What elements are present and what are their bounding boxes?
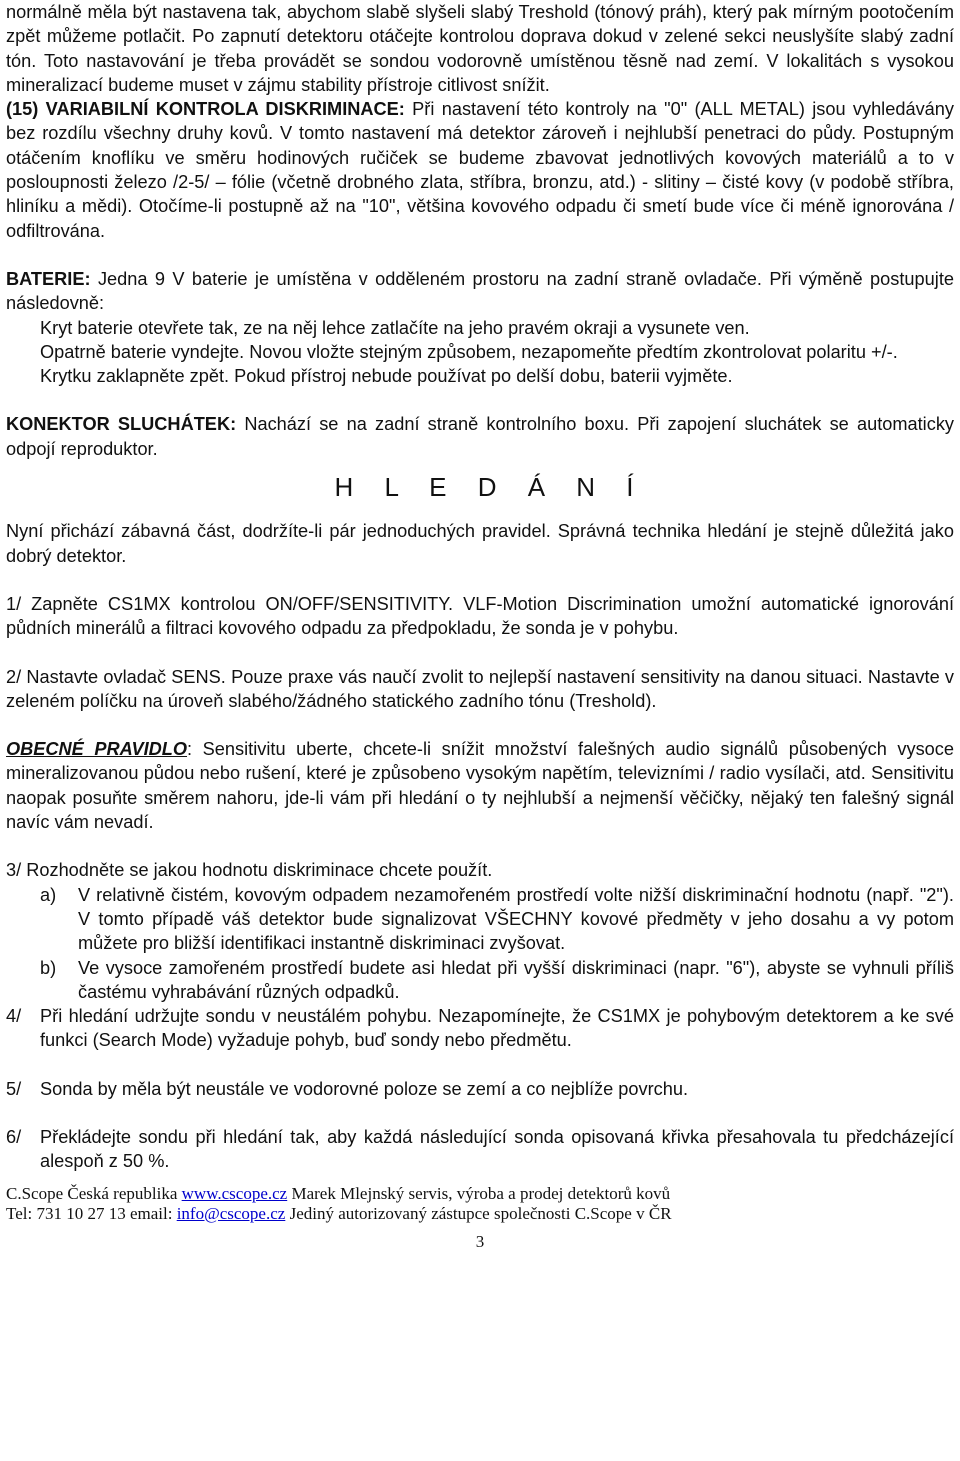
- headphones-label: KONEKTOR SLUCHÁTEK:: [6, 414, 237, 435]
- footer-line-2: [6, 1204, 954, 1224]
- list-marker: 6/: [6, 1126, 22, 1147]
- search-step-5-text: Sonda by měla být neustále ve vodorovné poloze se zemí a co nejblíže povrchu.: [40, 1078, 689, 1099]
- discrimination-text: Při nastavení této kontroly na "0" (ALL METAL) jsou vyhledávány bez rozdílu všechny druhy kovů. V tomto nastavení má detektor zároveň i nejhlubší penetraci do půdy. Postupným otáčením knoflíku ve směru hodinových ručiček se budeme zbavovat jednotlivých kovových materiálů a to v posloupnosti železo /2-5/ – fólie (včetně drobného zlata, stříbra, bronzu, atd.) - slitiny – čisté kovy (v podobě stříbra, hliníku a mědi). Otočíme-li postupně až na "10", většina kovového odpadu či smetí bude více či méně ignorována / odfiltrována.: [6, 99, 954, 241]
- search-step-3a-text: V relativně čistém, kovovým odpadem nezamořeném prostředí volte nižší diskriminační hodnotu (např. "2"). V tomto případě váš detektor bude signalizovat VŠECHNY kovové předměty v jeho dosahu a vy potom můžete pro bližší identifikaci instantně diskriminaci zvyšovat.: [78, 884, 954, 954]
- list-marker: b): [40, 957, 57, 978]
- battery-text: Jedna 9 V baterie je umístěna v odděleném prostoru na zadní straně ovladače. Při výměně postupujte následovně:: [6, 268, 954, 314]
- search-step-3: 3/ Rozhodněte se jakou hodnotu diskriminace chcete použít.: [6, 860, 493, 881]
- search-step-6-text: Překládejte sondu při hledání tak, aby každá následující sonda opisovaná křivka přesahovala tu předcházející alespoň z 50 %.: [40, 1126, 954, 1172]
- battery-paragraph: [6, 267, 954, 316]
- search-step-4-text: Při hledání udržujte sondu v neustálém pohybu. Nezapomínejte, že CS1MX je pohybovým detektorem a ke své funkci (Search Mode) vyžaduje pohyb, buď sondy nebo předmětu.: [40, 1006, 954, 1051]
- list-marker: 5/: [6, 1078, 22, 1099]
- footer-representative: Jediný autorizovaný zástupce společnosti C.Scope v ČR: [285, 1203, 672, 1223]
- footer-company: C.Scope Česká republika: [6, 1183, 182, 1203]
- search-step-3a: [6, 883, 954, 956]
- battery-label: BATERIE:: [6, 268, 91, 289]
- search-step-4: [6, 1004, 954, 1053]
- battery-step-2: Opatrně baterie vyndejte. Novou vložte stejným způsobem, nezapomeňte předtím zkontrolovat polaritu +/-. Krytku zaklapněte zpět. Pokud přístroj nebude používat po delší dobu, baterii vyjměte.: [40, 341, 898, 387]
- page-footer: [6, 1184, 954, 1224]
- email-link[interactable]: info@cscope.cz: [176, 1203, 286, 1223]
- search-intro: Nyní přichází zábavná část, dodržíte-li pár jednoduchých pravidel. Správná technika hledání je stejně důležitá jako dobrý detektor.: [6, 521, 954, 566]
- search-step-3b: [6, 956, 954, 1005]
- search-heading: H L E D Á N Í: [334, 472, 646, 503]
- page-number: 3: [475, 1231, 485, 1251]
- battery-step-1: Kryt baterie otevřete tak, ze na něj lehce zatlačíte na jeho pravém okraji a vysunete ven.: [40, 317, 750, 338]
- search-step-1: 1/ Zapněte CS1MX kontrolou ON/OFF/SENSITIVITY. VLF-Motion Discrimination umožní automatické ignorování půdních minerálů a filtraci kovového odpadu za předpokladu, že sonda je v pohybu.: [6, 593, 954, 639]
- headphones-paragraph: [6, 412, 954, 461]
- general-rule-paragraph: [6, 737, 954, 834]
- intro-paragraph: normálně měla být nastavena tak, abychom slabě slyšeli slabý Treshold (tónový práh), který pak mírným pootočením zpět můžeme potlačit. Po zapnutí detektoru otáčejte kontrolou doprava dokud v zelené sekci neuslyšíte slabý zadní tón. Toto nastavování je třeba provádět se sondou vodorovně umístěnou těsně nad zemí. V lokalitách s vysokou mineralizací budeme muset v zájmu stability přístroje citlivost snížit.: [6, 2, 954, 95]
- headphones-text: Nachází se na zadní straně kontrolního boxu. Při zapojení sluchátek se automaticky odpojí reproduktor.: [6, 414, 955, 459]
- search-step-2: 2/ Nastavte ovladač SENS. Pouze praxe vás naučí zvolit to nejlepší nastavení sensitivity na danou situaci. Nastavte v zeleném políčku na úroveň slabého/žádného statického zadního tónu (Treshold).: [6, 666, 954, 711]
- footer-line-1: [6, 1184, 954, 1204]
- discrimination-paragraph: [6, 97, 954, 243]
- general-rule-text: : Sensitivitu uberte, chcete-li snížit množství falešných audio signálů působených vysoce mineralizovanou půdou nebo rušení, které je způsobeno vysokým napětím, televizními / radio vysílači, atd. Sensitivitu naopak posuňte směrem nahoru, jde-li vám při hledání o ty nejhlubší a nejmenší věčičky, nějaký ten falešný signál navíc vám nevadí.: [6, 739, 955, 833]
- list-marker: a): [40, 884, 57, 905]
- search-step-6: [6, 1125, 954, 1174]
- general-rule-label: OBECNÉ PRAVIDLO: [6, 739, 188, 760]
- list-marker: 4/: [6, 1006, 22, 1027]
- discrimination-label: (15) VARIABILNÍ KONTROLA DISKRIMINACE:: [6, 99, 405, 120]
- document-page: [6, 0, 954, 1254]
- search-step-5: [6, 1077, 954, 1101]
- footer-phone: Tel: 731 10 27 13 email:: [6, 1203, 177, 1223]
- website-link[interactable]: www.cscope.cz: [181, 1183, 288, 1203]
- footer-service: Marek Mlejnský servis, výroba a prodej detektorů kovů: [287, 1183, 671, 1203]
- search-step-3b-text: Ve vysoce zamořeném prostředí budete asi hledat při vyšší diskriminaci (napr. "6"), abyste se vyhnuli příliš častému vyhrabávání různých odpadků.: [78, 957, 954, 1002]
